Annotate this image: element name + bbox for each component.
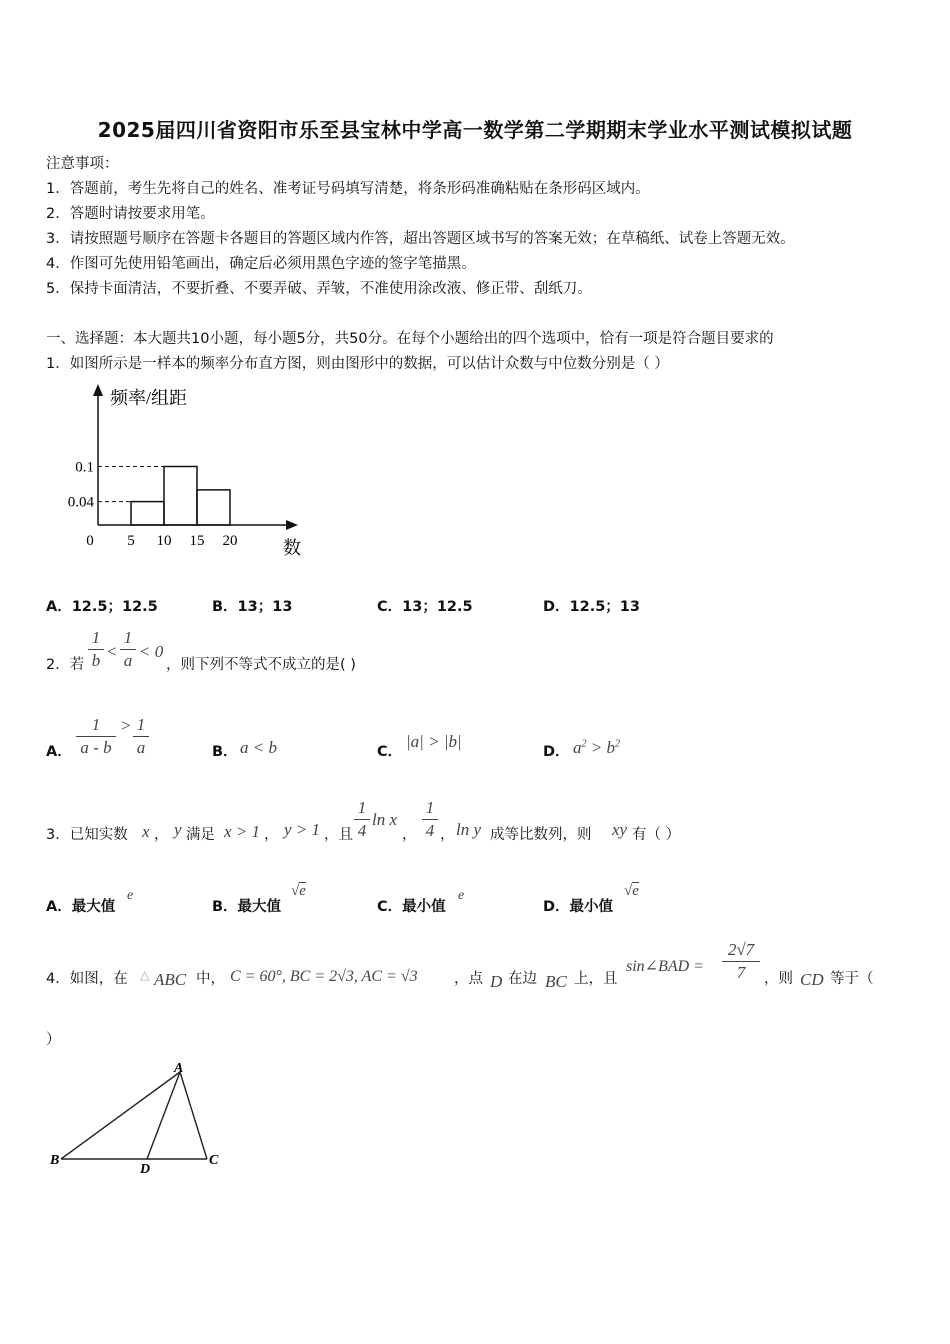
histogram-bar <box>197 490 230 525</box>
q1-option-d: D．12.5；13 <box>543 599 640 615</box>
q1-option-b: B．13；13 <box>212 599 293 615</box>
q4-number: 4．如图，在 <box>46 971 128 987</box>
q1-option-a: A．12.5；12.5 <box>46 599 158 615</box>
vertex-label-c: C <box>209 1153 219 1168</box>
notice-item: 3．请按照题号顺序在答题卡各题目的答题区域内作答，超出答题区域书写的答案无效；在草稿纸、试卷上答题无效。 <box>46 231 795 247</box>
x-tick-label: 15 <box>189 533 205 549</box>
histogram-bar <box>164 467 197 526</box>
q4-text: 等于（ <box>830 971 874 987</box>
notice-heading: 注意事项： <box>46 156 119 172</box>
q2-option-a-frac: 1 a - b <box>76 715 116 758</box>
q4-segment-cd: CD <box>800 970 824 989</box>
q4-point-d: D <box>490 972 503 991</box>
q2-frac-1-over-b: 1 b <box>88 628 104 671</box>
q4-text: ，则 <box>764 971 793 987</box>
q3-option-a-label: A．最大值 <box>46 899 116 915</box>
x-axis-label: 数 <box>283 538 301 558</box>
q3-text: 有（ ） <box>632 827 681 843</box>
q3-option-c-math: e <box>458 888 465 903</box>
q3-option-a-math: e <box>127 888 134 903</box>
x-axis-arrow-icon <box>286 520 298 530</box>
side-ab <box>61 1072 180 1159</box>
q3-cond-x: x > 1 <box>224 822 261 841</box>
q4-text: 在边 <box>508 971 537 987</box>
q3-cond-y: y > 1 <box>284 820 321 839</box>
q4-close-paren: ） <box>46 1032 61 1048</box>
q2-option-a-op: > <box>120 716 132 735</box>
section-heading: 一、选择题：本大题共10小题，每小题5分，共50分。在每个小题给出的四个选项中，恰有一项是符合题目要求的 <box>46 331 774 347</box>
q3-number: 3．已知实数 <box>46 827 128 843</box>
q2-option-c-expr: |a| > |b| <box>406 732 462 751</box>
q2-option-a-label: A． <box>46 744 72 760</box>
notice-item: 5．保持卡面清洁，不要折叠、不要弄破、弄皱，不准使用涂改液、修正带、刮纸刀。 <box>46 281 592 297</box>
q3-ln-x: ln x <box>372 810 398 829</box>
q4-sin-bad: sin∠BAD = <box>626 958 704 975</box>
q4-text: ，点 <box>454 971 483 987</box>
x-tick-label: 10 <box>156 533 172 549</box>
page-title: 2025届四川省资阳市乐至县宝林中学高一数学第二学期期末学业水平测试模拟试题 <box>97 118 853 142</box>
q2-option-b-label: B． <box>212 744 238 760</box>
q2-option-d-expr: $a^2 > b^2$ <box>573 738 620 757</box>
q4-triangle-figure <box>45 1055 235 1180</box>
q3-ln-y: ln y <box>456 820 482 839</box>
q2-less-than: < <box>106 642 118 661</box>
q4-conditions: C = 60°, BC = 2√3, AC = √3 <box>230 968 418 985</box>
histogram-plot <box>68 384 301 558</box>
triangle-symbol-icon: △ <box>140 968 150 982</box>
q4-triangle-abc: ABC <box>154 970 187 989</box>
q3-option-d-label: D．最小值 <box>543 899 614 915</box>
q1-option-c: C．13；12.5 <box>377 599 473 615</box>
notice-item: 2．答题时请按要求用笔。 <box>46 206 215 222</box>
q4-text: 上，且 <box>574 971 618 987</box>
q3-text: ，且 <box>324 827 353 843</box>
q2-stem: ，则下列不等式不成立的是( ) <box>166 657 356 673</box>
q2-option-d-label: D． <box>543 744 570 760</box>
origin-label: 0 <box>86 533 94 549</box>
q3-option-c-label: C．最小值 <box>377 899 446 915</box>
notice-item: 4．作图可先使用铅笔画出，确定后必须用黑色字迹的签字笔描黑。 <box>46 256 476 272</box>
q4-text: 中， <box>196 971 225 987</box>
x-tick-label: 20 <box>222 533 238 549</box>
q3-sep: ， <box>264 827 279 843</box>
q2-option-b-expr: a < b <box>240 738 277 757</box>
q2-frac-1-over-a: 1 a <box>120 628 136 671</box>
q4-frac-sqrt7: 2√7 7 <box>722 940 760 983</box>
q3-option-b-label: B．最大值 <box>212 899 282 915</box>
q3-option-d-math: √e <box>624 883 639 899</box>
q4-side-bc: BC <box>545 972 567 991</box>
q3-frac-quarter-2: 1 4 <box>422 798 438 841</box>
vertex-label-b: B <box>50 1153 60 1168</box>
y-axis-arrow-icon <box>93 384 103 396</box>
q2-option-c-label: C． <box>377 744 403 760</box>
q3-var-xy: xy <box>612 820 628 839</box>
q3-var-x: x <box>142 822 150 841</box>
q3-sep: ， <box>402 827 417 843</box>
q1-histogram <box>50 380 320 565</box>
q3-sep: ， <box>154 827 169 843</box>
q2-number: 2．若 <box>46 657 85 673</box>
side-ac <box>180 1072 207 1159</box>
x-tick-label: 5 <box>127 533 135 549</box>
vertex-label-d: D <box>140 1162 151 1177</box>
notice-item: 1．答题前，考生先将自己的姓名、准考证号码填写清楚，将条形码准确粘贴在条形码区域内。 <box>46 181 650 197</box>
q3-frac-quarter-1: 1 4 <box>354 798 370 841</box>
vertex-label-a: A <box>174 1061 184 1076</box>
q3-text: 满足 <box>186 827 215 843</box>
q3-option-b-math: √e <box>291 883 306 899</box>
y-tick-label: 0.04 <box>67 494 94 511</box>
q3-var-y: y <box>174 820 182 839</box>
q3-sep: ， <box>440 827 455 843</box>
y-tick-label: 0.1 <box>75 459 94 476</box>
q3-text: 成等比数列，则 <box>490 827 592 843</box>
q1-stem: 1．如图所示是一样本的频率分布直方图，则由图形中的数据，可以估计众数与中位数分别是（ ） <box>46 356 669 372</box>
q2-option-a-frac2: 1 a <box>133 715 149 758</box>
segment-ad <box>147 1072 180 1159</box>
histogram-bar <box>131 502 164 525</box>
q2-less-than-zero: < 0 <box>139 642 164 661</box>
y-axis-label: 频率/组距 <box>110 388 188 408</box>
